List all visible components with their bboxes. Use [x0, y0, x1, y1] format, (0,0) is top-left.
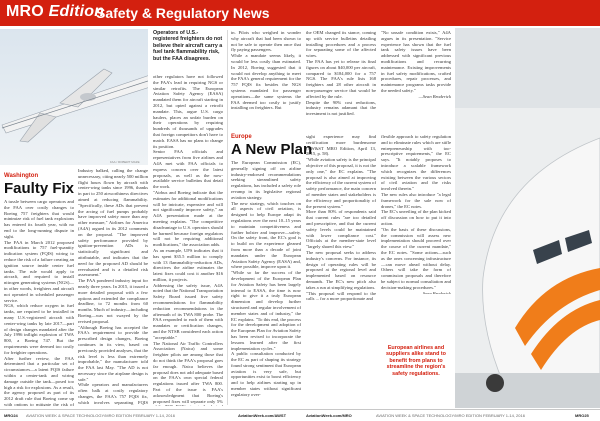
- article-column-2: [78, 168, 148, 406]
- article-paragraph: While a mandate seems likely, it would be less costly than estimated. In 2012, Boeing suggested that it would not develop anything to meet the FAA's general requirement for the 757 FQIS fix besides the NGS systems mandated for passenger operations—the same systems the FAA deemed too costly to justify installing on freighters. But: [231, 53, 301, 111]
- article-paragraph: The new rules also introduce "a legal framework for the sale now of drones," the EC notes.: [381, 191, 451, 209]
- europe-column-3: [381, 134, 451, 294]
- left-publication-line: AVIATION WEEK & SPACE TECHNOLOGY/MRO EDITION FEBRUARY 1-14, 2016: [26, 413, 175, 418]
- byline: —Sean Broderick: [418, 93, 451, 99]
- headline-a-new-plan: A New Plan: [231, 141, 313, 158]
- article-paragraph: The FAA in March 2012 proposed modifications to 757 fuel-quantity indication system (FQIS) wiring to reduce the risk of a failure creating an ignition source inside center fuel tanks. The rule would apply to aircraft, and required to install nitrogen generating systems (NGS)—in other words, freighters and aircraft not operated in scheduled passenger service.: [4, 239, 74, 303]
- byline: —Sean Broderick: [418, 290, 451, 294]
- article-paragraph: "While aviation safety is the principal objective of this proposal, it is not the only one," the EC explains. "The proposal is also aimed at improving the efficiency of the current system of safety performance, the main concern of member states and stakeholders is the efficiency and proportionality of the present system.": [306, 157, 376, 209]
- article-paragraph: "Airbus and Boeing indicate that the estimates for additional modifications will be intricate, expensive and will not significantly improve safety," an A4A presentation made at the meeting explains. "The competitive disadvantage to U.S. operators should be harmed because foreign regulators will not be requiring additional modifications," the association adds.: [153, 189, 223, 248]
- airliner-nose-photo: [455, 28, 600, 408]
- article-column-1: [4, 199, 74, 406]
- section-banner: [0, 0, 600, 26]
- article-paragraph: Senior FAA officials and representatives from five airlines and A4A met with FAA officials to express concern over the latest proposals, as well as the now-available service bulletins that detail the work.: [153, 149, 223, 190]
- article-paragraph: Despite the 90% cost reductions, industry remains adamant that the investment is not justified.: [306, 99, 376, 117]
- mro-edition-logo: [6, 3, 104, 21]
- column-divider: [227, 30, 228, 405]
- photo-credit: FAA / ROBERT MAZE: [110, 160, 140, 164]
- article-paragraph: A tussle between cargo operators and the FAA over costly changes to Boeing 757 freighters that would minimize risk of fuel tank explosions has entered its fourth year, with no end to the long-running dispute in sight.: [4, 199, 74, 239]
- photo-caption: Operators of U.S.-registered freighters do not believe their aircraft carry a fuel tank flammability risk, but the FAA disagrees.: [153, 30, 223, 62]
- article-paragraph: "This proposal will respond to the calls ... for a more proportionate and: [306, 290, 376, 302]
- article-paragraph: "On the basis of these discussions, the commission will assess new implementation should proceed over the course of the current mandate," the EC notes. "Some actions—such as the ones concerning infrastructure—can move ahead without delay. Others will take the form of commission proposals and therefore be subject to normal consultation and decision-making procedures.": [381, 226, 451, 290]
- article-column-4: [231, 30, 301, 128]
- article-paragraph: "Although Boeing has accepted the FAA's requirement to provide the prescribed design changes, Boeing continues in its view, based on previously provided analyses, that the risk level is less than extremely improbable," the manufacturer told the FAA last May. "The AD is not necessary since the airplane design is safe.": [78, 324, 148, 382]
- kicker-washington: Washington: [4, 173, 39, 179]
- article-paragraph: After further review, the FAA determined that a particular set of circumstances—a latent FQIS failure within a center-tank and wiring damage outside the tank—posed too high a risk for explosions. As a result, the agency proposed as part of its 2012 draft rule that Boeing come up with options to mitigate the risk of: [4, 355, 74, 406]
- article-paragraph: Industry balked, calling the change unnecessary, citing nearly 500 million flight hours flown by aircraft with center-wing tanks since 1996, thanks in part to 250 airworthiness directives aimed at reducing flammability. "Specifically, these ADs that prevent the arcing of fuel pumps probably have improved safety more than any other measure," Airlines for America (A4A) argued in its 2012 comments on the proposal. "The improved safety performance provided by ignition-prevention ADs is statistically significant and attributable, and indicates that the need for the proposed AD should be reevaluated and is a detailed risk assessment.": [78, 168, 148, 278]
- article-paragraph: A public consultation conducted by the EC as part of shaping its strategy found strong sentiment that European aviation is very safe, but opportunities exist to boost efficiency and to help airlines starting up in member states without significant regulatory over-: [231, 351, 301, 397]
- article-paragraph: More than 80% of respondents said that current rules "are too detailed and prescriptive, and that the current safety levels could be maintained with lower compliance cost." Officials at the member-state level "largely shared this view.": [306, 209, 376, 250]
- article-paragraph: flexible approach to safety regulation and to eliminate rules which are stifle entrepreneurship with too-prescriptive requirements," the EC says. "It notably proposes to introduce a scalable framework which recognizes the differences existing between the various sectors of civil aviation and the risks involved therein.": [381, 134, 451, 192]
- kicker-europe: Europe: [231, 134, 252, 140]
- headline-faulty-fix: Faulty Fix: [4, 180, 75, 197]
- europe-column-1: [231, 160, 301, 406]
- article-paragraph: The new strategy, which touches on all aspects of civil aviation, is designed to help Europe adapt its regulations over the next 10–15 years to maintain competitiveness and further bolster and improve—safety. On the safety front, the EC's goal is to build on the experience gleaned from more than a decade of joint mandates under the European Aviation Safety Agency (EASA) and, where possible, improve upon it.: [231, 200, 301, 270]
- article-paragraph: Addressing the safety issue, A4A noted that the National Transportation Safety Board issued five safety recommendations for flammability reduction recommendations in the aftermath of its TWA 800 probe. The FAA responded to each of them with mandates or certification changes, and the NTSB considered each action "acceptable.": [153, 282, 223, 340]
- article-paragraph: in. Pilots who weighed in wonder why aircraft that had been shown to not be safe to operate then once that fly paying passengers.: [231, 30, 301, 53]
- article-paragraph: The new proposal seeks to address industry's concerns. For instance, its design of operating rules will be proposed at the regional level and implemented based on resource demands. The EC's new pitch also takes a run at simplifying regulations.: [306, 249, 376, 290]
- article-paragraph: The National Air Traffic Controllers Association (Natca) and some freighter pilots are among those that do not think the FAA's proposal goes far enough. Natca believes the proposal does not add adequate based on the FAA's own special federal regulations issued after TWA 800. Part of the issue is FAA's acknowledgment that Boeing's proposed fixes will separate only 5%: [153, 340, 223, 404]
- article-paragraph: NGS, which reduce oxygen in fuel tanks, are required to be installed in many U.S.-registered aircraft with center-wing tanks by late 2017—part of design changes mandated after the July 1996 inflight explosion of TWA 800, a Boeing 747. But the requirements were deemed too costly for freighter operations.: [4, 303, 74, 355]
- article-paragraph: The EC's unveiling of the plan kicked off discussion on how to put it into action.: [381, 209, 451, 226]
- airliner-nose-icon: [455, 28, 600, 408]
- brand-edition: Edition: [48, 3, 105, 20]
- article-paragraph: "No unsafe condition exists," A4A argues in its presentation. "Service experience has shown that the fuel tank safety issues have been addressed with significant previous modifications and recurring maintenance. Existing improvements in fuel safety modifications, crafted procedures, repair processes, and maintenance programs tasks provide the needed safety.": [381, 30, 451, 93]
- left-url-link[interactable]: AviationWeek.com/AWST: [238, 413, 287, 418]
- article-paragraph: "While so far the success of the development of the European Plan for Aviation Safety has been largely internal to EASA, the time is now right to give it a truly European dimension and develop further structured and regular involvement of member states and of industry," the EC explains. "To this end, the process for the development and adoption of the European Plan for Aviation Safety has been revised to incorporate the lessons learned after the first implementation cycles.": [231, 270, 301, 351]
- right-publication-line: AVIATION WEEK & SPACE TECHNOLOGY/MRO EDITION FEBRUARY 1-14, 2016: [376, 413, 525, 418]
- article-column-3: [153, 74, 223, 406]
- right-url-link[interactable]: AviationWeek.com/MRO: [306, 413, 352, 418]
- article-paragraph: The FAA pondered industry input for nearly three years. In 2015, it issued a more detailed proposal with a few options and extended the compliance deadline, to 72 months from 60 months. Much of industry—including Boeing—was not swayed by the revised proposal.: [78, 278, 148, 324]
- europe-column-2: [306, 134, 376, 406]
- left-page-number: MRO24: [4, 413, 18, 418]
- page-footer: [0, 409, 600, 421]
- article-paragraph: As an example, UPS indicates that it has spent $35.5 million to comply with 13 flammability-reduction ADs, directives the airline estimates the latest fixes could cost it another $16 million, it projects.: [153, 247, 223, 282]
- aircraft-in-flight-icon: [0, 29, 148, 165]
- article-paragraph: the OEM changed its stance, coming up with service bulletins detailing installing procedures and a process for separating some of the affected wires.: [306, 30, 376, 59]
- article-paragraph: other regulators have not followed the FAA's lead in requiring NGS or similar retrofits. The European Aviation Safety Agency (EASA) mandated them for aircraft starting in 2012, but opted against a retrofit mandate. This, argue U.S. cargo haulers, places an unfair burden on their operations by requiring hundreds of thousands of upgrades that foreign competitors don't have to match. EASA has no plans to change its position.: [153, 74, 223, 149]
- article-paragraph: sight experience may find certification more burdensome (AW&ST MRO Edition, April 13, 2015, p. 58).: [306, 134, 376, 157]
- pull-quote-caption: European airlines and suppliers alike stand to benefit from plans to streamline the region's safety regulations.: [386, 345, 446, 377]
- article-column-6: [381, 30, 451, 128]
- article-paragraph: While operators and manufacturers often balk at costly regulatory changes, the FAA's 757 FQIS fix, which involves separating FQIS: [78, 382, 148, 405]
- section-title: Safety & Regulatory News: [96, 5, 270, 21]
- article-paragraph: The FAA has yet to release its final figures on about $40,000 per aircraft, compared to $184,000 for a 757 NGS. The FAA's rule lists 168 freighters and 28 other aircraft in non-passenger service that would be affected by the rule.: [306, 58, 376, 99]
- cargo-aircraft-photo: [0, 29, 148, 165]
- article-paragraph: The European Commission (EC), generally signing off on airline industry-endorsed recommendations seeking streamlined safety regulations, has included a safety role revamp in its legislative regional aviation strategy.: [231, 160, 301, 200]
- brand-mro: MRO: [6, 3, 44, 20]
- right-page-number: MRO25: [575, 413, 589, 418]
- article-column-5: [306, 30, 376, 128]
